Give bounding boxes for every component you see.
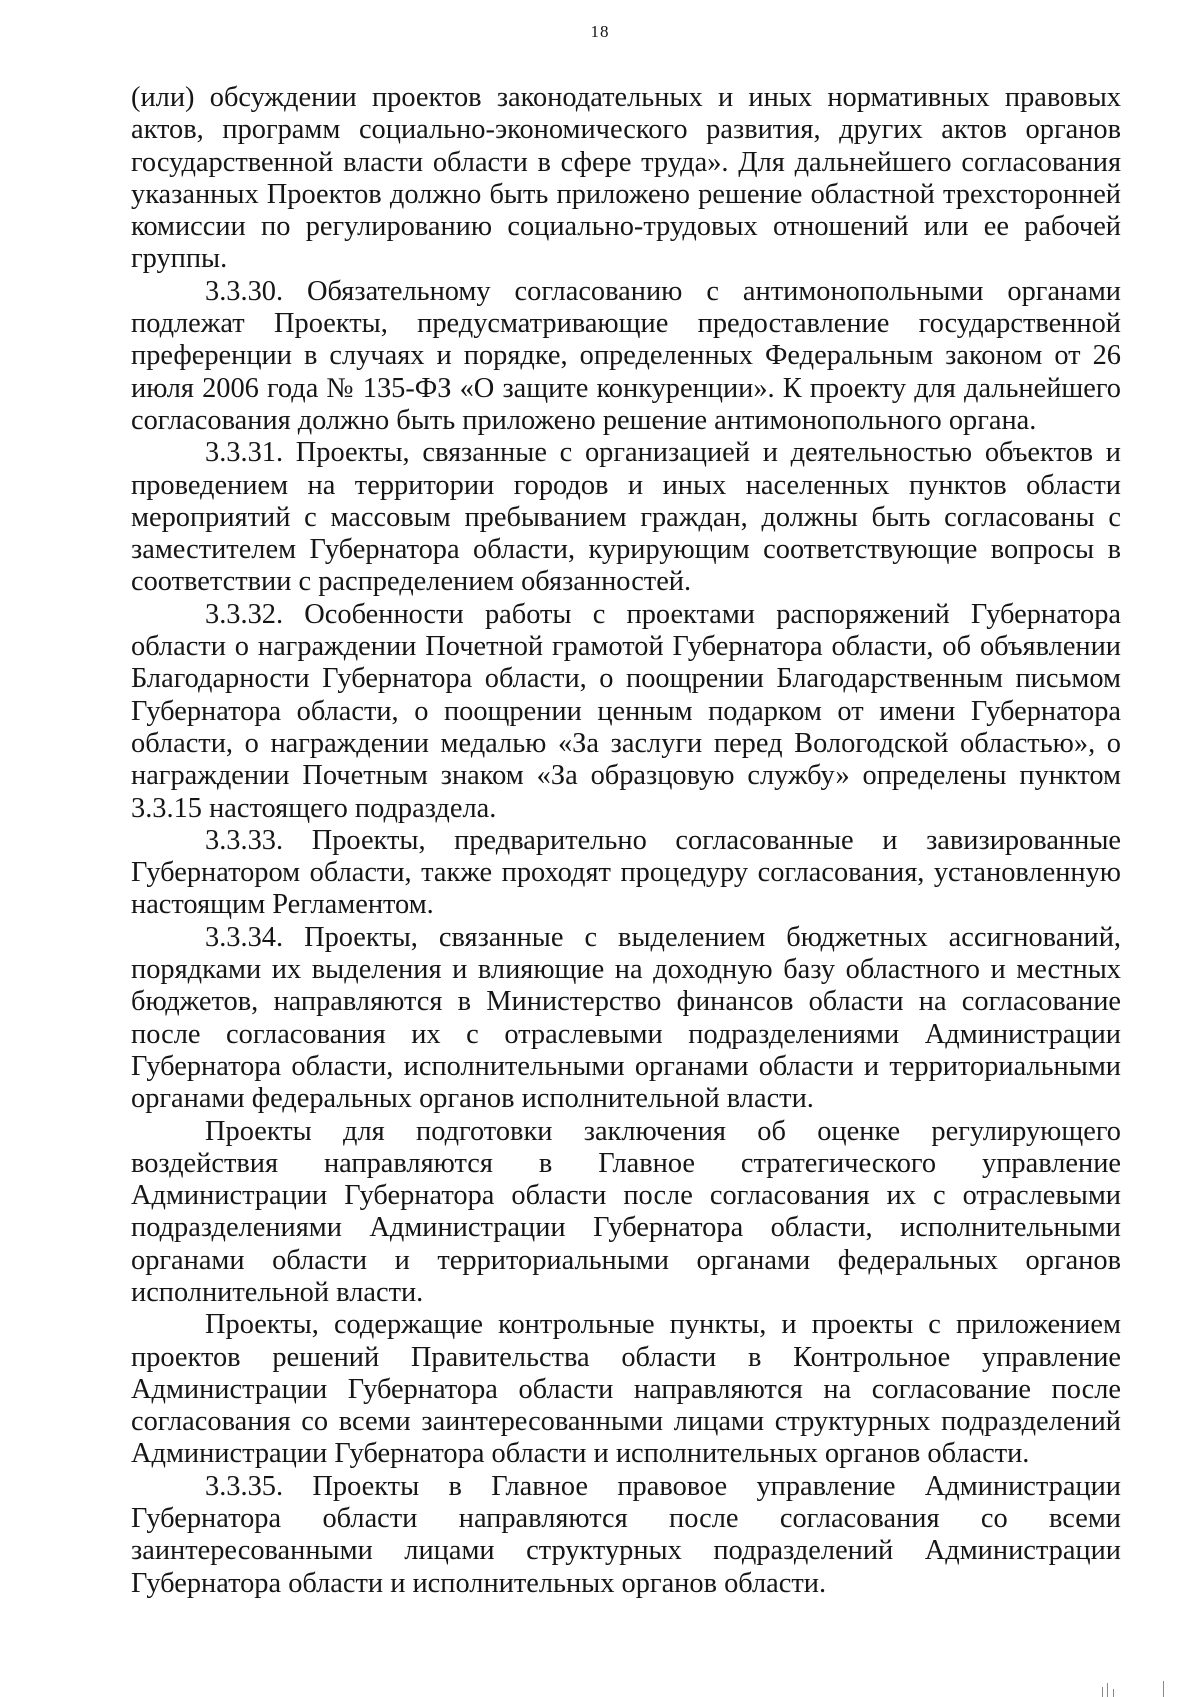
paragraph-3-3-33: 3.3.33. Проекты, предварительно согласованные и завизированные Губернатором области, также проходят процедуру согласования, установленную настоящим Регламентом. <box>131 824 1121 921</box>
paragraph-control-points: Проекты, содержащие контрольные пункты, и проекты с приложением проектов решений Правительства области в Контрольное управление Администрации Губернатора области направляются на согласование после согласования со всеми заинтересованными лицами структурных подразделений Администрации Губернатора области и исполнительных органов области. <box>131 1309 1121 1470</box>
paragraph-regulatory-impact: Проекты для подготовки заключения об оценке регулирующего воздействия направляются в Главное стратегического управление Администрации Губернатора области после согласования их с отраслевыми подразделениями Администрации Губернатора области, исполнительными органами области и территориальными органами федеральных органов исполнительной власти. <box>131 1115 1121 1308</box>
paragraph-continuation: (или) обсуждении проектов законодательных и иных нормативных правовых актов, программ социально-экономического развития, других актов органов государственной власти области в сфере труда». Для дальнейшего согласования указанных Проектов должно быть приложено решение областной трехсторонней комиссии по регулированию социально-трудовых отношений или ее рабочей группы. <box>131 82 1121 275</box>
paragraph-3-3-31: 3.3.31. Проекты, связанные с организацией и деятельностью объектов и проведением на территории городов и иных населенных пунктов области мероприятий с массовым пребыванием граждан, должны быть согласованы с заместителем Губернатора области, курирующим соответствующие вопросы в соответствии с распределением обязанностей. <box>131 437 1121 598</box>
scan-edge-marks <box>1100 1677 1170 1697</box>
paragraph-3-3-34: 3.3.34. Проекты, связанные с выделением бюджетных ассигнований, порядками их выделения и влияющие на доходную базу областного и местных бюджетов, направляются в Министерство финансов области на согласование после согласования их с отраслевыми подразделениями Администрации Губернатора области, исполнительными органами области и территориальными органами федеральных органов исполнительной власти. <box>131 921 1121 1115</box>
page-number: 18 <box>590 22 610 41</box>
paragraph-3-3-30: 3.3.30. Обязательному согласованию с антимонопольными органами подлежат Проекты, предусматривающие предоставление государственной преференции в случаях и порядке, определенных Федеральным законом от 26 июля 2006 года № 135-ФЗ «О защите конкуренции». К проекту для дальнейшего согласования должно быть приложено решение антимонопольного органа. <box>131 275 1121 436</box>
paragraph-3-3-32: 3.3.32. Особенности работы с проектами распоряжений Губернатора области о награждении Почетной грамотой Губернатора области, об объявлении Благодарности Губернатора области, о поощрении Благодарственным письмом Губернатора области, о поощрении ценным подарком от имени Губернатора области, о награждении медалью «За заслуги перед Вологодской областью», о награждении Почетным знаком «За образцовую службу» определены пунктом 3.3.15 настоящего подраздела. <box>131 598 1121 824</box>
document-body <box>131 82 1121 1600</box>
paragraph-3-3-35: 3.3.35. Проекты в Главное правовое управление Администрации Губернатора области направляются после согласования со всеми заинтересованными лицами структурных подразделений Администрации Губернатора области и исполнительных органов области. <box>131 1470 1121 1599</box>
